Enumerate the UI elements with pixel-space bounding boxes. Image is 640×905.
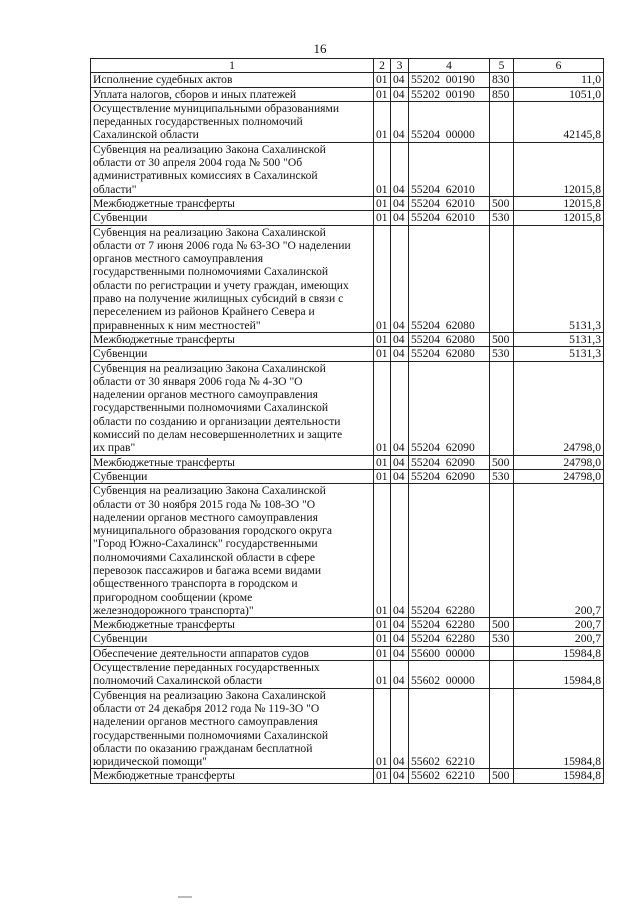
amount-value: 1051,0 xyxy=(514,87,604,101)
section-code: 01 xyxy=(374,332,391,346)
budget-table xyxy=(90,58,604,784)
amount-value: 15984,8 xyxy=(514,646,604,660)
subsection-code: 04 xyxy=(391,769,409,783)
row-description: Уплата налогов, сборов и иных платежей xyxy=(91,87,374,101)
amount-value: 15984,8 xyxy=(514,661,604,689)
expense-type-code xyxy=(490,688,514,769)
section-code: 01 xyxy=(374,73,391,87)
table-row xyxy=(91,101,604,142)
expense-type-code: 850 xyxy=(490,87,514,101)
target-article-code: 55204 62090 xyxy=(409,455,490,469)
amount-value: 200,7 xyxy=(514,632,604,646)
amount-value: 42145,8 xyxy=(514,101,604,142)
column-header: 3 xyxy=(391,59,409,73)
row-description: Субвенция на реализацию Закона Сахалинской области от 7 июня 2006 года № 63-ЗО "О наделении органов местного самоуправления государственными полномочиями Сахалинской области по регистрации и учету граждан, имеющих право на получение жилищных субсидий в связи с переселением из районов Крайнего Севера и приравненных к ним местностей" xyxy=(91,225,374,332)
column-header: 1 xyxy=(91,59,374,73)
row-description: Субвенция на реализацию Закона Сахалинской области от 30 ноября 2015 года № 108-ЗО "О наделении органов местного самоуправления муниципального образования городского округа "Город Южно-Сахалинск" государственными полномочиями Сахалинской области в сфере перевозок пассажиров и багажа всеми видами общественного транспорта в городском и пригородном сообщении (кроме железнодорожного транспорта)" xyxy=(91,484,374,618)
target-article-code: 55202 00190 xyxy=(409,87,490,101)
section-code: 01 xyxy=(374,225,391,332)
column-header: 4 xyxy=(409,59,490,73)
subsection-code: 04 xyxy=(391,618,409,632)
amount-value: 5131,3 xyxy=(514,332,604,346)
subsection-code: 04 xyxy=(391,688,409,769)
row-description: Субвенции xyxy=(91,469,374,483)
expense-type-code xyxy=(490,661,514,689)
table-row xyxy=(91,225,604,332)
row-description: Межбюджетные трансферты xyxy=(91,196,374,210)
row-description: Межбюджетные трансферты xyxy=(91,769,374,783)
expense-type-code xyxy=(490,225,514,332)
section-code: 01 xyxy=(374,87,391,101)
subsection-code: 04 xyxy=(391,87,409,101)
amount-value: 12015,8 xyxy=(514,211,604,225)
subsection-code: 04 xyxy=(391,632,409,646)
table-row xyxy=(91,646,604,660)
target-article-code: 55602 62210 xyxy=(409,769,490,783)
table-row xyxy=(91,618,604,632)
target-article-code: 55602 00000 xyxy=(409,661,490,689)
section-code: 01 xyxy=(374,211,391,225)
expense-type-code xyxy=(490,101,514,142)
row-description: Субвенции xyxy=(91,632,374,646)
target-article-code: 55600 00000 xyxy=(409,646,490,660)
table-row xyxy=(91,455,604,469)
row-description: Осуществление переданных государственных полномочий Сахалинской области xyxy=(91,661,374,689)
section-code: 01 xyxy=(374,142,391,196)
subsection-code: 04 xyxy=(391,73,409,87)
scan-mark xyxy=(178,896,192,898)
expense-type-code: 830 xyxy=(490,73,514,87)
row-description: Межбюджетные трансферты xyxy=(91,455,374,469)
target-article-code: 55204 62280 xyxy=(409,484,490,618)
expense-type-code: 500 xyxy=(490,455,514,469)
subsection-code: 04 xyxy=(391,455,409,469)
target-article-code: 55204 62010 xyxy=(409,196,490,210)
amount-value: 12015,8 xyxy=(514,142,604,196)
expense-type-code: 500 xyxy=(490,332,514,346)
target-article-code: 55204 62010 xyxy=(409,142,490,196)
row-description: Осуществление муниципальными образованиями переданных государственных полномочий Сахалинской области xyxy=(91,101,374,142)
table-row xyxy=(91,361,604,455)
subsection-code: 04 xyxy=(391,142,409,196)
amount-value: 200,7 xyxy=(514,484,604,618)
section-code: 01 xyxy=(374,769,391,783)
section-code: 01 xyxy=(374,455,391,469)
expense-type-code xyxy=(490,142,514,196)
section-code: 01 xyxy=(374,688,391,769)
subsection-code: 04 xyxy=(391,646,409,660)
row-description: Межбюджетные трансферты xyxy=(91,332,374,346)
table-row xyxy=(91,661,604,689)
target-article-code: 55204 62090 xyxy=(409,361,490,455)
subsection-code: 04 xyxy=(391,347,409,361)
subsection-code: 04 xyxy=(391,211,409,225)
target-article-code: 55204 62280 xyxy=(409,618,490,632)
amount-value: 12015,8 xyxy=(514,196,604,210)
target-article-code: 55202 00190 xyxy=(409,73,490,87)
amount-value: 200,7 xyxy=(514,618,604,632)
subsection-code: 04 xyxy=(391,225,409,332)
table-header-row xyxy=(91,59,604,73)
amount-value: 24798,0 xyxy=(514,361,604,455)
section-code: 01 xyxy=(374,484,391,618)
table-row xyxy=(91,73,604,87)
expense-type-code: 500 xyxy=(490,618,514,632)
subsection-code: 04 xyxy=(391,484,409,618)
row-description: Исполнение судебных актов xyxy=(91,73,374,87)
amount-value: 24798,0 xyxy=(514,469,604,483)
column-header: 6 xyxy=(514,59,604,73)
table-row xyxy=(91,211,604,225)
section-code: 01 xyxy=(374,632,391,646)
expense-type-code xyxy=(490,646,514,660)
table-row xyxy=(91,142,604,196)
row-description: Межбюджетные трансферты xyxy=(91,618,374,632)
table-row xyxy=(91,688,604,769)
column-header: 2 xyxy=(374,59,391,73)
section-code: 01 xyxy=(374,361,391,455)
table-body xyxy=(91,73,604,783)
table-row xyxy=(91,196,604,210)
expense-type-code: 530 xyxy=(490,347,514,361)
subsection-code: 04 xyxy=(391,361,409,455)
expense-type-code: 500 xyxy=(490,196,514,210)
subsection-code: 04 xyxy=(391,332,409,346)
target-article-code: 55602 62210 xyxy=(409,688,490,769)
amount-value: 24798,0 xyxy=(514,455,604,469)
table-row xyxy=(91,347,604,361)
expense-type-code xyxy=(490,361,514,455)
expense-type-code xyxy=(490,484,514,618)
amount-value: 11,0 xyxy=(514,73,604,87)
subsection-code: 04 xyxy=(391,196,409,210)
target-article-code: 55204 62080 xyxy=(409,225,490,332)
section-code: 01 xyxy=(374,661,391,689)
column-header: 5 xyxy=(490,59,514,73)
row-description: Субвенция на реализацию Закона Сахалинской области от 30 апреля 2004 года № 500 "Об административных комиссиях в Сахалинской области" xyxy=(91,142,374,196)
section-code: 01 xyxy=(374,646,391,660)
row-description: Обеспечение деятельности аппаратов судов xyxy=(91,646,374,660)
section-code: 01 xyxy=(374,469,391,483)
row-description: Субвенция на реализацию Закона Сахалинской области от 24 декабря 2012 года № 119-ЗО "О наделении органов местного самоуправления государственными полномочиями Сахалинской области по оказанию гражданам бесплатной юридической помощи" xyxy=(91,688,374,769)
subsection-code: 04 xyxy=(391,469,409,483)
target-article-code: 55204 62080 xyxy=(409,347,490,361)
target-article-code: 55204 00000 xyxy=(409,101,490,142)
target-article-code: 55204 62090 xyxy=(409,469,490,483)
page-number: 16 xyxy=(313,41,327,56)
amount-value: 5131,3 xyxy=(514,347,604,361)
section-code: 01 xyxy=(374,347,391,361)
table-row xyxy=(91,332,604,346)
table-row xyxy=(91,469,604,483)
table-row xyxy=(91,632,604,646)
expense-type-code: 530 xyxy=(490,211,514,225)
amount-value: 5131,3 xyxy=(514,225,604,332)
expense-type-code: 500 xyxy=(490,769,514,783)
expense-type-code: 530 xyxy=(490,632,514,646)
section-code: 01 xyxy=(374,101,391,142)
target-article-code: 55204 62010 xyxy=(409,211,490,225)
table-row xyxy=(91,484,604,618)
subsection-code: 04 xyxy=(391,661,409,689)
row-description: Субвенции xyxy=(91,211,374,225)
amount-value: 15984,8 xyxy=(514,769,604,783)
subsection-code: 04 xyxy=(391,101,409,142)
table-row xyxy=(91,769,604,783)
table-row xyxy=(91,87,604,101)
row-description: Субвенции xyxy=(91,347,374,361)
row-description: Субвенция на реализацию Закона Сахалинской области от 30 января 2006 года № 4-ЗО "О наделении органов местного самоуправления государственными полномочиями Сахалинской области по созданию и организации деятельности комиссий по делам несовершеннолетних и защите их прав" xyxy=(91,361,374,455)
target-article-code: 55204 62080 xyxy=(409,332,490,346)
amount-value: 15984,8 xyxy=(514,688,604,769)
section-code: 01 xyxy=(374,618,391,632)
target-article-code: 55204 62280 xyxy=(409,632,490,646)
section-code: 01 xyxy=(374,196,391,210)
expense-type-code: 530 xyxy=(490,469,514,483)
